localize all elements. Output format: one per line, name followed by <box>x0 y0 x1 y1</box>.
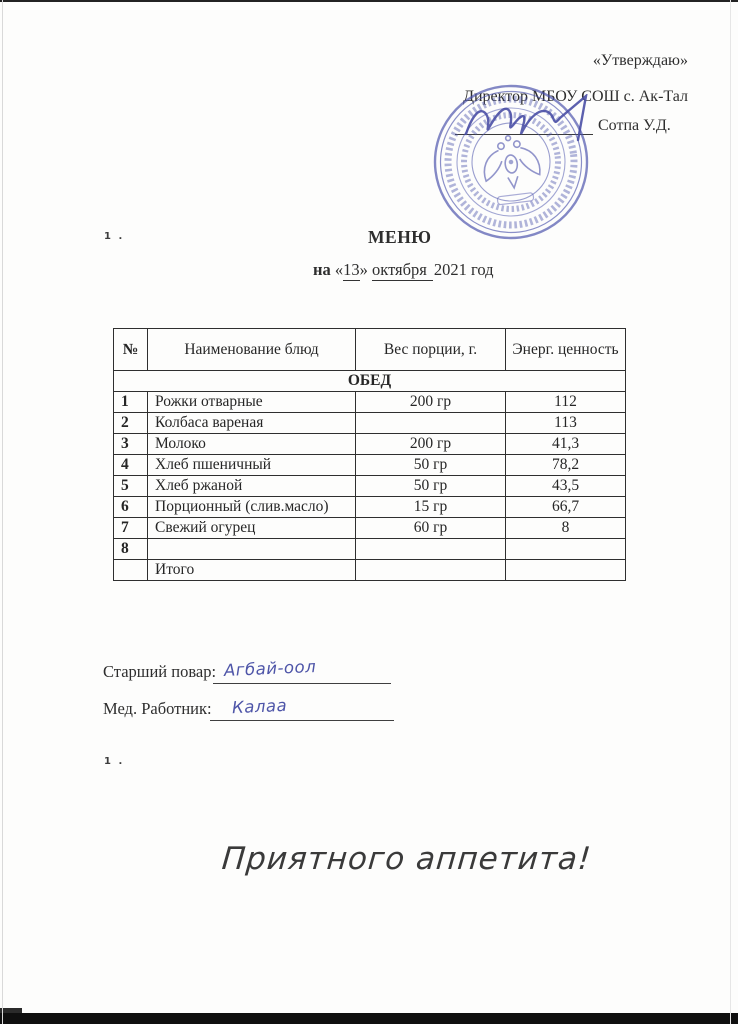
cell-energy: 41,3 <box>506 434 626 455</box>
cell-dish: Хлеб пшеничный <box>148 455 356 476</box>
cell-dish: Молоко <box>148 434 356 455</box>
cell-num: 6 <box>114 497 148 518</box>
menu-table-row <box>114 392 626 413</box>
chef-label: Старший повар: <box>103 662 217 681</box>
cell-num: 2 <box>114 413 148 434</box>
cell-weight: 15 гр <box>356 497 506 518</box>
menu-table-row <box>114 455 626 476</box>
cell-dish: Хлеб ржаной <box>148 476 356 497</box>
cell-dish: Свежий огурец <box>148 518 356 539</box>
cell-num: 5 <box>114 476 148 497</box>
cell-num: 7 <box>114 518 148 539</box>
cell-weight <box>356 560 506 581</box>
approve-label: «Утверждаю» <box>592 52 688 69</box>
cell-energy: 112 <box>506 392 626 413</box>
cell-num: 3 <box>114 434 148 455</box>
cell-weight <box>356 413 506 434</box>
cell-dish: Итого <box>148 560 356 581</box>
cell-dish: Порционный (слив.масло) <box>148 497 356 518</box>
menu-table-header-row <box>114 329 626 371</box>
date-open-quote: « <box>334 260 344 279</box>
page-title: МЕНЮ <box>368 227 432 247</box>
cell-dish <box>148 539 356 560</box>
margin-mark-bottom: 1 . <box>104 756 125 767</box>
date-month: октября <box>372 260 433 281</box>
scan-edge-right <box>730 0 731 1024</box>
scan-edge-bottom <box>0 1013 738 1024</box>
menu-table-row <box>114 560 626 581</box>
cell-weight: 200 гр <box>356 434 506 455</box>
director-name: Сотпа У.Д. <box>598 117 671 134</box>
cell-num: 1 <box>114 392 148 413</box>
menu-table-row <box>114 518 626 539</box>
menu-table-row <box>114 539 626 560</box>
section-row <box>114 371 626 392</box>
header-weight: Вес порции, г. <box>356 329 506 371</box>
header-dish: Наименование блюд <box>148 329 356 371</box>
cell-energy <box>506 560 626 581</box>
cell-energy: 66,7 <box>506 497 626 518</box>
cell-energy <box>506 539 626 560</box>
date-close-quote: » <box>359 260 373 279</box>
menu-table-row <box>114 476 626 497</box>
scan-edge-notch <box>0 1008 22 1013</box>
cell-energy: 113 <box>506 413 626 434</box>
scan-edge-left <box>2 0 3 1024</box>
menu-table-row <box>114 413 626 434</box>
scan-edge-top <box>0 0 738 2</box>
header-energy: Энерг. ценность <box>506 329 626 371</box>
cell-num: 4 <box>114 455 148 476</box>
date-prefix: на <box>313 260 335 279</box>
menu-table-row <box>114 497 626 518</box>
cell-energy: 78,2 <box>506 455 626 476</box>
director-line: Директор МБОУ СОШ с. Ак-Тал <box>463 88 688 105</box>
cell-energy: 43,5 <box>506 476 626 497</box>
date-year: 2021 год <box>433 260 494 279</box>
cell-weight: 200 гр <box>356 392 506 413</box>
med-worker-label: Мед. Работник: <box>103 699 212 718</box>
bon-appetit-text: Приятного аппетита! <box>220 841 594 877</box>
menu-table <box>113 328 626 581</box>
cell-weight: 60 гр <box>356 518 506 539</box>
cell-dish: Колбаса вареная <box>148 413 356 434</box>
handwritten-signature-icon <box>460 94 620 148</box>
menu-date-line <box>313 260 494 280</box>
margin-mark-top: 1 . <box>104 231 125 242</box>
cell-weight: 50 гр <box>356 455 506 476</box>
cell-weight: 50 гр <box>356 476 506 497</box>
cell-num <box>114 560 148 581</box>
header-number: № <box>114 329 148 371</box>
cell-dish: Рожки отварные <box>148 392 356 413</box>
date-day: 13 <box>343 260 360 279</box>
med-handwritten-signature: Калаа <box>231 695 288 718</box>
cell-energy: 8 <box>506 518 626 539</box>
section-title: ОБЕД <box>114 371 626 392</box>
chef-handwritten-signature: Агбай-оол <box>223 656 317 681</box>
cell-weight <box>356 539 506 560</box>
cell-num: 8 <box>114 539 148 560</box>
menu-table-row <box>114 434 626 455</box>
